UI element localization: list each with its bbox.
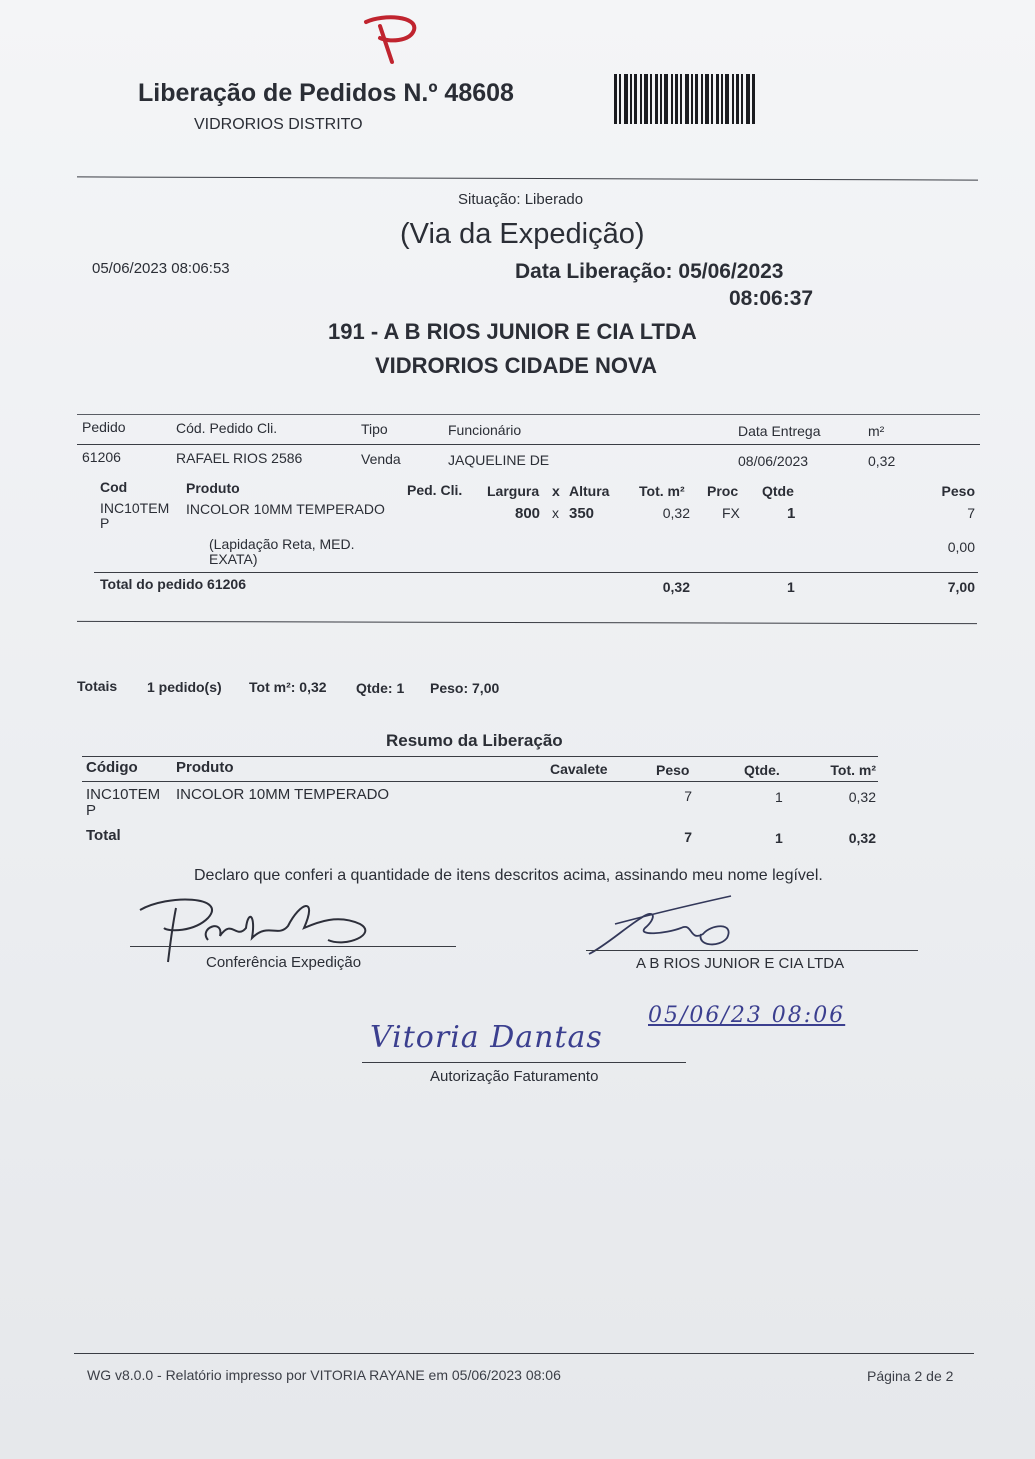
divider [77,621,977,624]
item-tot-m2: 0,32 [662,505,690,521]
divider [94,572,978,573]
summary-peso: 7 [684,788,692,804]
employee: JAQUELINE DE [448,452,550,468]
summary-col-qtde: Qtde. [744,762,780,778]
item-col-cod: Cod [100,479,128,495]
order-total-peso: 7,00 [947,579,975,595]
item-col-proc: Proc [707,483,739,499]
handwritten-name: Vitoria Dantas [370,1020,603,1055]
item-x: x [552,505,559,521]
summary-codigo: INC10TEM [86,786,161,803]
col-label-pedido: Pedido [82,419,126,435]
item-col-peso: Peso [941,483,975,499]
signature-label-faturamento: Autorização Faturamento [430,1068,599,1085]
divider [82,781,878,782]
divider [74,1353,974,1354]
summary-col-peso: Peso [656,762,690,778]
col-label-m2: m² [868,423,885,439]
signature-label-expedicao: Conferência Expedição [206,954,362,971]
signature-line [130,946,456,947]
col-label-data-entrega: Data Entrega [738,423,821,439]
client-order-code: RAFAEL RIOS 2586 [176,450,303,466]
summary-col-cavalete: Cavalete [550,761,608,777]
summary-total-m2: 0,32 [848,830,876,846]
totals-qtde: Qtde: 1 [356,680,405,696]
divider [77,176,978,180]
red-p-mark [354,12,424,68]
summary-tot-m2: 0,32 [848,789,876,805]
situation-text: Situação: Liberado [458,191,584,208]
item-note-peso: 0,00 [947,539,975,555]
barcode [614,74,772,124]
divider [77,444,980,445]
summary-produto: INCOLOR 10MM TEMPERADO [176,786,390,803]
totals-m2: Tot m²: 0,32 [249,679,327,695]
item-qtde: 1 [787,505,796,522]
item-col-largura: Largura [487,483,540,499]
declaration-text: Declaro que conferi a quantidade de itens descritos acima, assinando meu nome legível. [194,867,823,884]
item-note-cont: EXATA) [209,551,258,567]
order-m2: 0,32 [868,453,896,469]
item-note: (Lapidação Reta, MED. [209,536,355,552]
client-branch: VIDRORIOS CIDADE NOVA [375,353,657,378]
summary-col-tot-m2: Tot. m² [830,762,876,778]
print-datetime: 05/06/2023 08:06:53 [92,260,230,277]
document-title: Liberação de Pedidos N.º 48608 [138,79,514,107]
footer-page-number: Página 2 de 2 [867,1368,954,1384]
order-type: Venda [361,451,401,467]
item-produto: INCOLOR 10MM TEMPERADO [186,501,385,517]
handwritten-datetime: 05/06/23 08:06 [648,1003,846,1028]
order-total-m2: 0,32 [662,579,690,595]
item-altura: 350 [569,505,595,522]
signature-line [362,1062,686,1063]
via-title: (Via da Expedição) [400,218,645,250]
signature-line [586,950,918,951]
col-label-funcionario: Funcionário [448,422,522,438]
release-date: Data Liberação: 05/06/2023 [515,260,784,283]
item-col-ped-cli: Ped. Cli. [407,482,463,498]
item-cod: INC10TEM [100,500,170,516]
item-col-produto: Produto [186,480,240,496]
item-col-tot-m2: Tot. m² [639,483,685,499]
totals-label: Totais [77,678,118,694]
totals-orders: 1 pedido(s) [147,679,222,695]
summary-title: Resumo da Liberação [386,731,563,750]
item-cod-cont: P [100,515,110,531]
order-total-label: Total do pedido 61206 [100,576,246,592]
item-col-x: x [552,483,560,499]
item-proc: FX [722,505,740,521]
order-total-qtde: 1 [787,579,795,595]
signature-label-client: A B RIOS JUNIOR E CIA LTDA [636,955,845,972]
item-peso: 7 [967,505,975,521]
client-name: 191 - A B RIOS JUNIOR E CIA LTDA [328,319,697,344]
delivery-date: 08/06/2023 [738,453,809,469]
summary-col-produto: Produto [176,759,234,776]
item-col-qtde: Qtde [762,483,794,499]
release-time: 08:06:37 [729,287,814,310]
item-largura: 800 [515,505,541,522]
col-label-tipo: Tipo [361,421,388,437]
order-number: 61206 [82,449,121,465]
summary-total-label: Total [86,827,121,844]
item-col-altura: Altura [569,483,610,499]
divider [77,414,980,415]
col-label-cod-pedido-cli: Cód. Pedido Cli. [176,420,278,436]
divider [82,756,878,757]
summary-codigo-cont: P [86,802,97,819]
footer-print-info: WG v8.0.0 - Relatório impresso por VITORIA RAYANE em 05/06/2023 08:06 [87,1367,561,1383]
summary-col-codigo: Código [86,759,138,776]
summary-qtde: 1 [775,789,783,805]
summary-total-peso: 7 [684,829,692,845]
totals-peso: Peso: 7,00 [430,680,500,696]
issuer-name: VIDRORIOS DISTRITO [194,116,363,133]
summary-total-qtde: 1 [775,830,783,846]
